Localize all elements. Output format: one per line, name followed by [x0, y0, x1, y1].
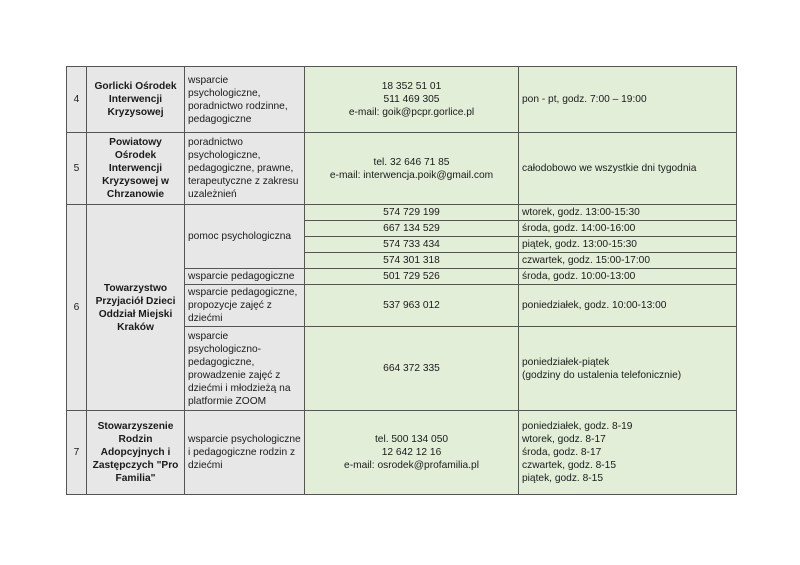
phone-number: tel. 500 134 050 [374, 434, 449, 445]
phone-number: 667 134 529 [305, 221, 519, 237]
opening-hours: poniedziałek, godz. 10:00-13:00 [519, 285, 737, 327]
phone-number: 18 352 51 01 [381, 81, 442, 92]
opening-hours: pon - pt, godz. 7:00 – 19:00 [519, 67, 737, 133]
opening-hours: środa, godz. 10:00-13:00 [519, 269, 737, 285]
email-address: e-mail: osrodek@profamilia.pl [344, 460, 479, 471]
hours-line: wtorek, godz. 8-17 [522, 434, 606, 445]
row-number: 6 [67, 205, 87, 411]
contact-cell [305, 67, 519, 133]
hours-line: poniedziałek-piątek [522, 356, 610, 368]
hours-note: (godziny do ustalenia telefonicznie) [522, 369, 682, 381]
contact-cell [305, 133, 519, 205]
table-row [67, 205, 737, 221]
phone-number: 664 372 335 [305, 327, 519, 411]
hours-line: poniedziałek, godz. 8-19 [522, 421, 633, 432]
institution-name: Stowarzyszenie Rodzin Adopcyjnych i Zastępczych "Pro Familia" [87, 411, 185, 495]
service-description: wsparcie psychologiczne, poradnictwo rodzinne, pedagogiczne [185, 67, 305, 133]
row-number: 5 [67, 133, 87, 205]
institution-name: Gorlicki Ośrodek Interwencji Kryzysowej [87, 67, 185, 133]
table-row [67, 411, 737, 495]
opening-hours: środa, godz. 14:00-16:00 [519, 221, 737, 237]
opening-hours [519, 327, 737, 411]
hours-line: czwartek, godz. 8-15 [522, 460, 616, 471]
phone-number: 12 642 12 16 [381, 447, 442, 458]
opening-hours: piątek, godz. 13:00-15:30 [519, 237, 737, 253]
opening-hours: wtorek, godz. 13:00-15:30 [519, 205, 737, 221]
phone-number: 501 729 526 [305, 269, 519, 285]
hours-line: piątek, godz. 8-15 [522, 473, 603, 484]
table-row [67, 67, 737, 133]
table-row [67, 133, 737, 205]
row-number: 7 [67, 411, 87, 495]
phone-number: 574 729 199 [305, 205, 519, 221]
opening-hours [519, 411, 737, 495]
phone-number: 511 469 305 [383, 94, 440, 105]
opening-hours: czwartek, godz. 15:00-17:00 [519, 253, 737, 269]
email-address: e-mail: interwencja.poik@gmail.com [329, 169, 494, 181]
institutions-table [66, 66, 737, 495]
service-description: poradnictwo psychologiczne, pedagogiczne, prawne, terapeutyczne z zakresu uzależnień [185, 133, 305, 205]
service-description: wsparcie psychologiczno-pedagogiczne, prowadzenie zajęć z dziećmi i młodzieżą na platformie ZOOM [185, 327, 305, 411]
institution-name: Powiatowy Ośrodek Interwencji Kryzysowej w Chrzanowie [87, 133, 185, 205]
opening-hours: całodobowo we wszystkie dni tygodnia [519, 133, 737, 205]
service-description: wsparcie psychologiczne i pedagogiczne rodzin z dziećmi [185, 411, 305, 495]
phone-number: 574 733 434 [305, 237, 519, 253]
service-description: wsparcie pedagogiczne [185, 269, 305, 285]
service-description: wsparcie pedagogiczne, propozycje zajęć z dziećmi [185, 285, 305, 327]
contact-cell [305, 411, 519, 495]
phone-number: 537 963 012 [305, 285, 519, 327]
institution-name: Towarzystwo Przyjaciół Dzieci Oddział Miejski Kraków [87, 205, 185, 411]
phone-number: tel. 32 646 71 85 [373, 156, 450, 168]
service-description: pomoc psychologiczna [185, 205, 305, 269]
email-address: e-mail: goik@pcpr.gorlice.pl [348, 107, 475, 118]
hours-line: środa, godz. 8-17 [522, 447, 602, 458]
phone-number: 574 301 318 [305, 253, 519, 269]
row-number: 4 [67, 67, 87, 133]
